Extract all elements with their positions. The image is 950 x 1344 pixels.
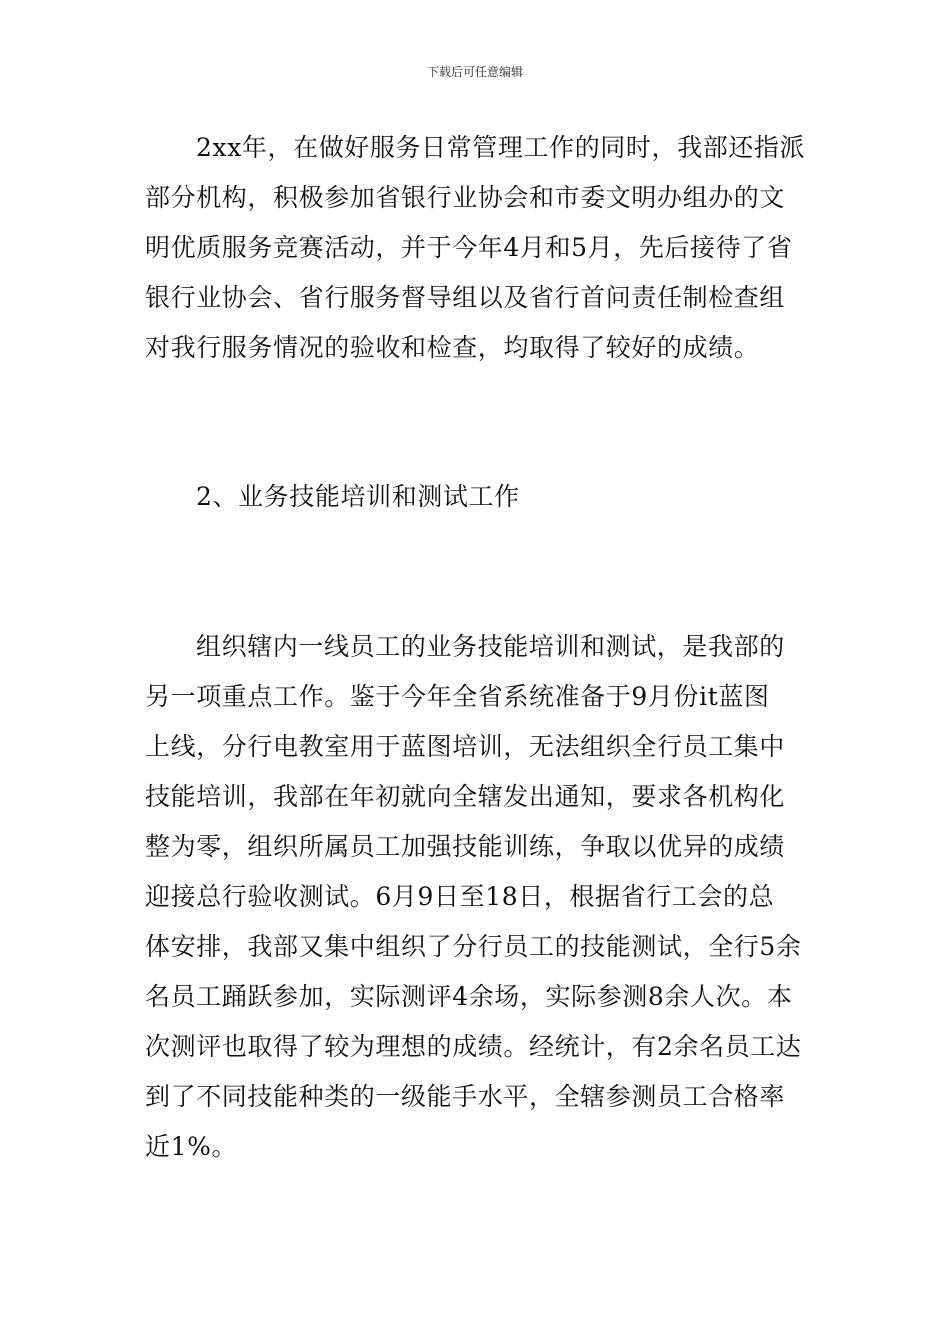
text-line: 到了不同技能种类的一级能手水平，全辖参测员工合格率 xyxy=(145,1082,786,1111)
text-line: 技能培训，我部在年初就向全辖发出通知，要求各机构化 xyxy=(145,782,786,811)
text-line: 名员工踊跃参加，实际测评4余场，实际参测8余人次。本 xyxy=(145,982,793,1011)
text-line: 整为零，组织所属员工加强技能训练，争取以优异的成绩 xyxy=(145,832,786,861)
text-line: 银行业协会、省行服务督导组以及省行首问责任制检查组 xyxy=(145,283,786,312)
section-heading: 2、业务技能培训和测试工作 xyxy=(196,482,520,511)
text-line: 近1%。 xyxy=(145,1132,238,1161)
text-line: 明优质服务竞赛活动，并于今年4月和5月，先后接待了省 xyxy=(145,233,793,262)
text-line: 另一项重点工作。鉴于今年全省系统准备于9月份it蓝图 xyxy=(145,682,770,711)
text-line: 次测评也取得了较为理想的成绩。经统计，有2余名员工达 xyxy=(145,1032,802,1061)
text-line: 迎接总行验收测试。6月9日至18日，根据省行工会的总 xyxy=(145,882,775,911)
text-line: 组织辖内一线员工的业务技能培训和测试，是我部的 xyxy=(196,632,785,661)
text-line: 上线，分行电教室用于蓝图培训，无法组织全行员工集中 xyxy=(145,732,786,761)
text-line: 部分机构，积极参加省银行业协会和市委文明办组办的文 xyxy=(145,183,786,212)
page-header: 下载后可任意编辑 xyxy=(426,65,523,79)
text-line: 对我行服务情况的验收和检查，均取得了较好的成绩。 xyxy=(145,333,760,362)
text-line: 2xx年，在做好服务日常管理工作的同时，我部还指派 xyxy=(196,133,806,162)
text-line: 体安排，我部又集中组织了分行员工的技能测试，全行5余 xyxy=(145,932,802,961)
